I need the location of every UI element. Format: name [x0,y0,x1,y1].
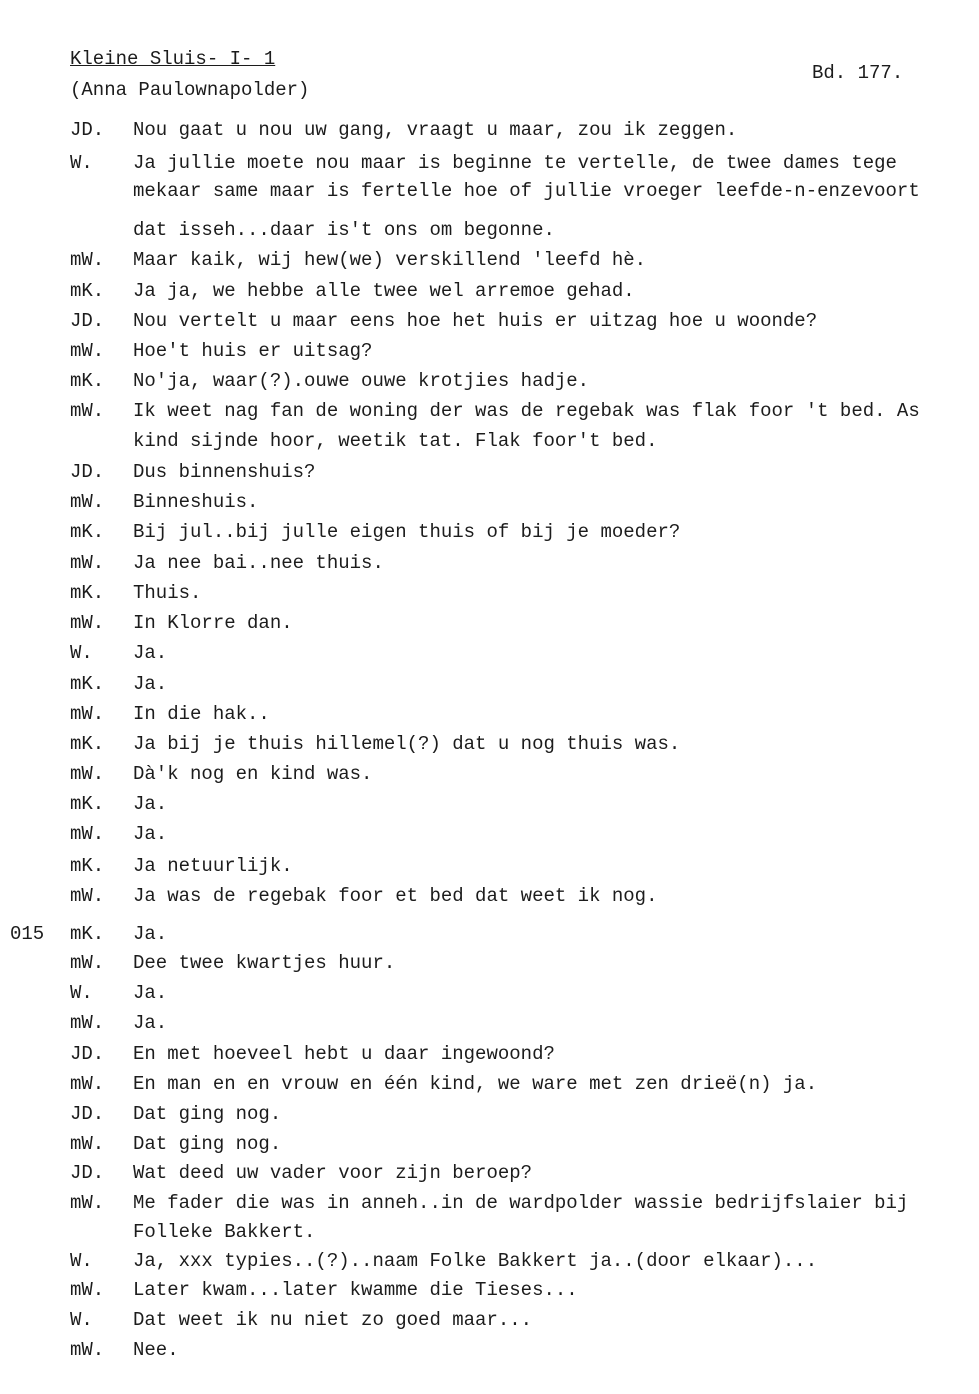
speaker-label: mW. [70,763,105,785]
speaker-label: mK. [70,582,105,604]
utterance-text: Ja. [133,1012,168,1034]
transcript-line [0,119,979,143]
utterance-text: Dat ging nog. [133,1133,282,1155]
utterance-text: Dat weet ik nu niet zo goed maar... [133,1309,533,1331]
utterance-text: Folleke Bakkert. [133,1221,316,1243]
speaker-label: JD. [70,310,105,332]
speaker-label: mK. [70,733,105,755]
utterance-text: Binneshuis. [133,491,259,513]
transcript-line [0,1279,979,1303]
utterance-text: Ja. [133,793,168,815]
speaker-label: mW. [70,703,105,725]
utterance-text: Nou vertelt u maar eens hoe het huis er uitzag hoe u woonde? [133,310,818,332]
utterance-text: Ja. [133,673,168,695]
transcript-line [0,1012,979,1036]
utterance-text: Dat ging nog. [133,1103,282,1125]
transcript-line [0,1103,979,1127]
speaker-label: mW. [70,952,105,974]
speaker-label: mW. [70,400,105,422]
transcript-line [0,673,979,697]
utterance-text: En man en en vrouw en één kind, we ware met zen drieë(n) ja. [133,1073,818,1095]
transcript-line [0,823,979,847]
speaker-label: mW. [70,340,105,362]
transcript-line [0,219,979,243]
utterance-text: In Klorre dan. [133,612,293,634]
transcript-line [0,582,979,606]
transcript-line [0,1043,979,1067]
transcript-line [0,982,979,1006]
transcript-line [0,885,979,909]
speaker-label: JD. [70,1103,105,1125]
speaker-label: mW. [70,1073,105,1095]
transcript-line [0,400,979,424]
utterance-text: Dee twee kwartjes huur. [133,952,396,974]
transcript-line [0,180,979,204]
transcript-line [0,763,979,787]
speaker-label: mW. [70,823,105,845]
utterance-text: Dà'k nog en kind was. [133,763,373,785]
speaker-label: W. [70,642,93,664]
utterance-text: Nou gaat u nou uw gang, vraagt u maar, zou ik zeggen. [133,119,738,141]
speaker-label: mK. [70,793,105,815]
utterance-text: Later kwam...later kwamme die Tieses... [133,1279,578,1301]
transcript-line [0,642,979,666]
utterance-text: kind sijnde hoor, weetik tat. Flak foor't bed. [133,430,658,452]
utterance-text: Bij jul..bij julle eigen thuis of bij je moeder? [133,521,681,543]
utterance-text: Ja nee bai..nee thuis. [133,552,384,574]
utterance-text: Ja. [133,642,168,664]
speaker-label: mK. [70,673,105,695]
transcript-line [0,370,979,394]
speaker-label: mK. [70,280,105,302]
utterance-text: Ja, xxx typies..(?)..naam Folke Bakkert ja..(door elkaar)... [133,1250,818,1272]
utterance-text: Ja ja, we hebbe alle twee wel arremoe gehad. [133,280,635,302]
speaker-label: mW. [70,552,105,574]
speaker-label: W. [70,152,93,174]
speaker-label: W. [70,1309,93,1331]
utterance-text: Ja was de regebak foor et bed dat weet ik nog. [133,885,658,907]
transcript-line [0,280,979,304]
transcript-line [0,733,979,757]
transcript-line [0,1192,979,1216]
speaker-label: W. [70,982,93,1004]
transcript-line [0,703,979,727]
transcript-line [0,612,979,636]
transcript-line [0,1162,979,1186]
transcript-line [0,1073,979,1097]
utterance-text: Maar kaik, wij hew(we) verskillend 'leefd hè. [133,249,647,271]
transcript-line [0,430,979,454]
speaker-label: mK. [70,923,105,945]
utterance-text: Ja jullie moete nou maar is beginne te vertelle, de twee dames tege [133,152,897,174]
speaker-label: mW. [70,1192,105,1214]
speaker-label: mW. [70,249,105,271]
transcript-line [0,249,979,273]
speaker-label: mW. [70,1133,105,1155]
transcript-line [0,923,979,947]
document-subtitle: (Anna Paulownapolder) [70,79,310,101]
transcript-line [0,952,979,976]
utterance-text: Ja netuurlijk. [133,855,293,877]
utterance-text: Ja. [133,923,168,945]
speaker-label: mW. [70,885,105,907]
utterance-text: Ja bij je thuis hillemel(?) dat u nog thuis was. [133,733,681,755]
line-number: 015 [10,923,45,945]
speaker-label: mW. [70,1012,105,1034]
utterance-text: Ja. [133,982,168,1004]
speaker-label: mW. [70,491,105,513]
utterance-text: Thuis. [133,582,202,604]
transcript-line [0,855,979,879]
transcript-line [0,1221,979,1245]
transcript-line [0,793,979,817]
utterance-text: En met hoeveel hebt u daar ingewoond? [133,1043,555,1065]
transcript-line [0,1250,979,1274]
transcript-line [0,340,979,364]
speaker-label: mW. [70,612,105,634]
document-title: Kleine Sluis- I- 1 [70,48,276,70]
utterance-text: Ik weet nag fan de woning der was de regebak was flak foor 't bed. As [133,400,920,422]
speaker-label: JD. [70,461,105,483]
page-reference: Bd. 177. [812,62,904,84]
speaker-label: W. [70,1250,93,1272]
utterance-text: Hoe't huis er uitsag? [133,340,373,362]
utterance-text: dat isseh...daar is't ons om begonne. [133,219,555,241]
speaker-label: mK. [70,521,105,543]
transcript-line [0,152,979,176]
transcript-line [0,1309,979,1333]
transcript-line [0,310,979,334]
speaker-label: JD. [70,1043,105,1065]
utterance-text: No'ja, waar(?).ouwe ouwe krotjies hadje. [133,370,590,392]
speaker-label: JD. [70,1162,105,1184]
speaker-label: mK. [70,370,105,392]
transcript-line [0,552,979,576]
utterance-text: Ja. [133,823,168,845]
speaker-label: mW. [70,1279,105,1301]
utterance-text: Wat deed uw vader voor zijn beroep? [133,1162,533,1184]
utterance-text: mekaar same maar is fertelle hoe of jullie vroeger leefde-n-enzevoort [133,180,920,202]
utterance-text: Me fader die was in anneh..in de wardpolder wassie bedrijfslaier bij [133,1192,909,1214]
transcript-line [0,461,979,485]
speaker-label: mW. [70,1339,105,1361]
speaker-label: JD. [70,119,105,141]
utterance-text: In die hak.. [133,703,270,725]
transcript-line [0,1133,979,1157]
transcript-line [0,491,979,515]
transcript-line [0,521,979,545]
speaker-label: mK. [70,855,105,877]
utterance-text: Nee. [133,1339,179,1361]
utterance-text: Dus binnenshuis? [133,461,316,483]
transcript-line [0,1339,979,1363]
